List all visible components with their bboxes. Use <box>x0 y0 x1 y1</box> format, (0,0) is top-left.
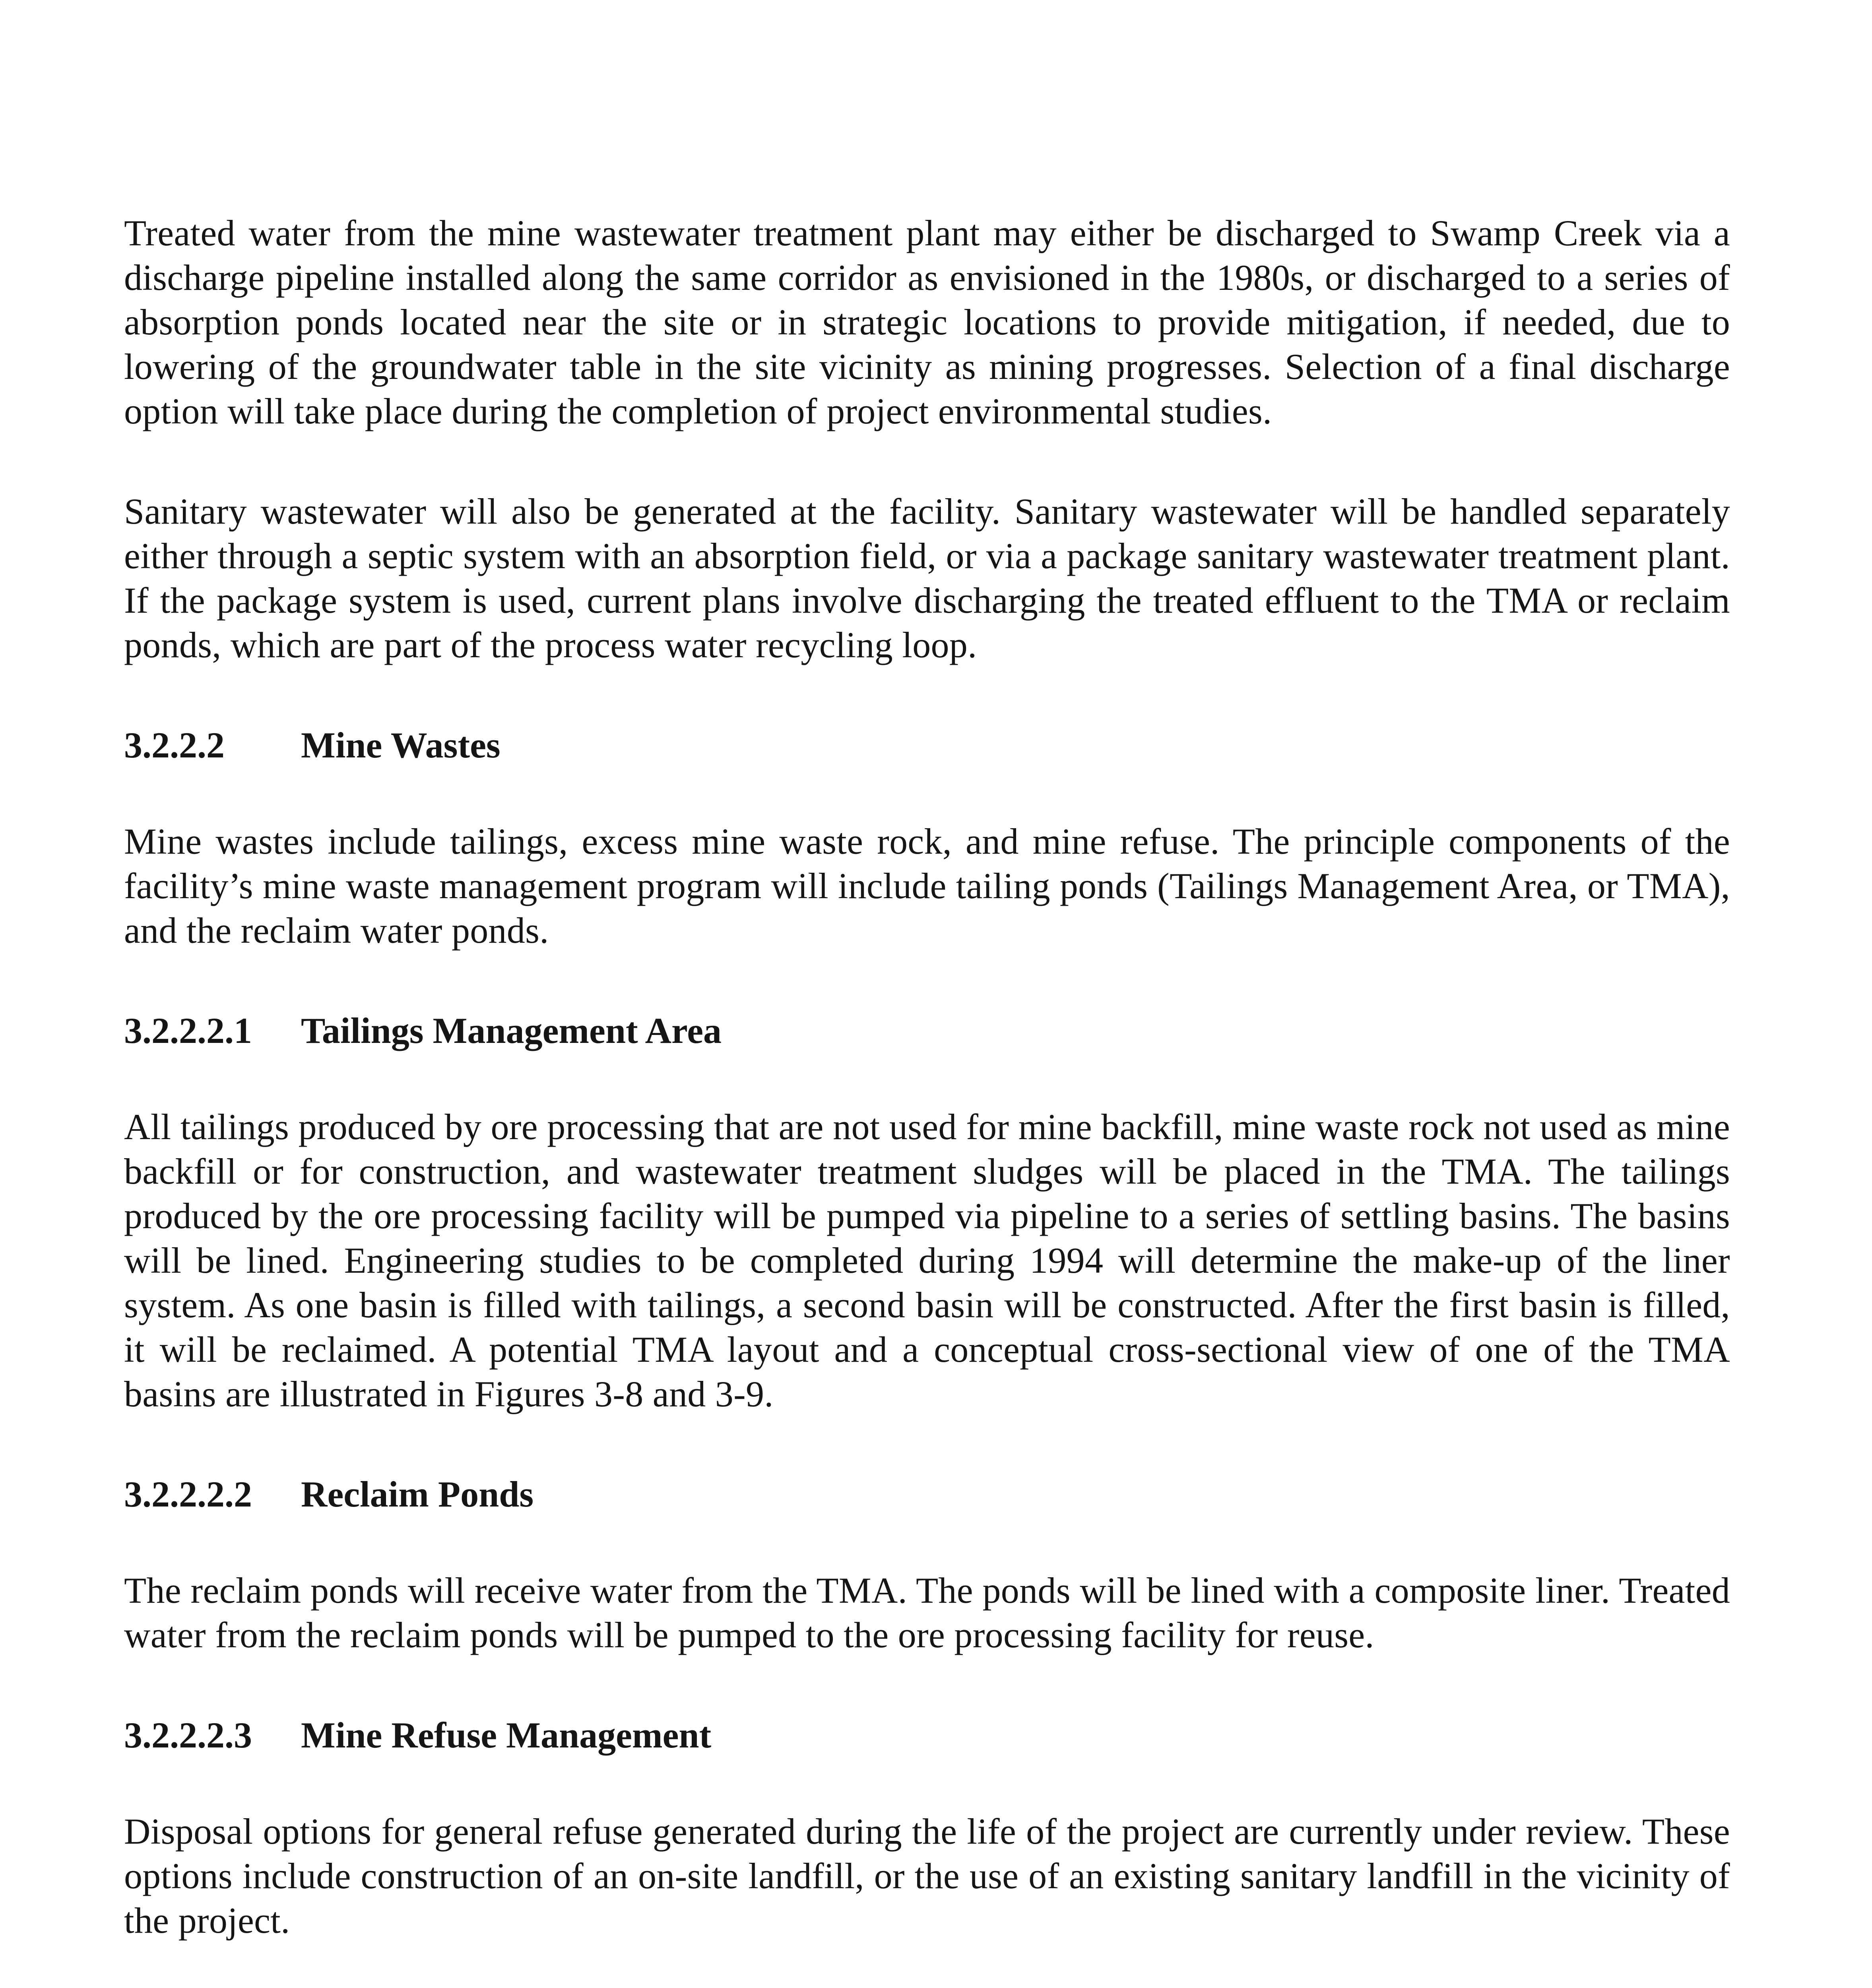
paragraph-sanitary-wastewater: Sanitary wastewater will also be generated at the facility. Sanitary wastewater will be handled separately either through a septic system with an absorption field, or via a package sanitary wastewater treatment plant. If the package system is used, current plans involve discharging the treated effluent to the TMA or reclaim ponds, which are part of the process water recycling loop. <box>124 491 1730 665</box>
paragraph-mine-wastes: Mine wastes include tailings, excess mine waste rock, and mine refuse. The principle components of the facility’s mine waste management program will include tailing ponds (Tailings Management Area, or TMA), and the reclaim water ponds. <box>124 821 1730 951</box>
section-number: 3.2.2.2.2 <box>124 1474 252 1514</box>
section-heading-mine-wastes <box>124 723 1730 767</box>
paragraph-treated-water: Treated water from the mine wastewater treatment plant may either be discharged to Swamp Creek via a discharge pipeline installed along the same corridor as envisioned in the 1980s, or discharged to a series of absorption ponds located near the site or in strategic locations to provide mitigation, if needed, due to lowering of the groundwater table in the site vicinity as mining progresses. Selection of a final discharge option will take place during the completion of project environmental studies. <box>124 213 1730 431</box>
paragraph-mine-refuse-management: Disposal options for general refuse generated during the life of the project are currently under review. These options include construction of an on-site landfill, or the use of an existing sanitary landfill in the vicinity of the project. <box>124 1811 1730 1941</box>
section-heading-tailings-management-area <box>124 1008 1730 1053</box>
section-title: Mine Refuse Management <box>301 1715 712 1755</box>
section-heading-reclaim-ponds <box>124 1472 1730 1516</box>
paragraph-tailings-management-area: All tailings produced by ore processing that are not used for mine backfill, mine waste rock not used as mine backfill or for construction, and wastewater treatment sludges will be placed in the TMA. The tailings produced by the ore processing facility will be pumped via pipeline to a series of settling basins. The basins will be lined. Engineering studies to be completed during 1994 will determine the make-up of the liner system. As one basin is filled with tailings, a second basin will be constructed. After the first basin is filled, it will be reclaimed. A potential TMA layout and a conceptual cross-sectional view of one of the TMA basins are illustrated in Figures 3-8 and 3-9. <box>124 1107 1730 1414</box>
section-title: Reclaim Ponds <box>301 1474 534 1514</box>
section-title: Mine Wastes <box>301 725 500 765</box>
section-number: 3.2.2.2 <box>124 725 225 765</box>
page-body <box>124 211 1730 1988</box>
section-number: 3.2.2.2.1 <box>124 1010 252 1051</box>
section-heading-mine-refuse-management <box>124 1713 1730 1757</box>
section-title: Tailings Management Area <box>301 1010 722 1051</box>
paragraph-reclaim-ponds: The reclaim ponds will receive water from the TMA. The ponds will be lined with a composite liner. Treated water from the reclaim ponds will be pumped to the ore processing facility for reuse. <box>124 1570 1730 1655</box>
section-number: 3.2.2.2.3 <box>124 1715 252 1755</box>
